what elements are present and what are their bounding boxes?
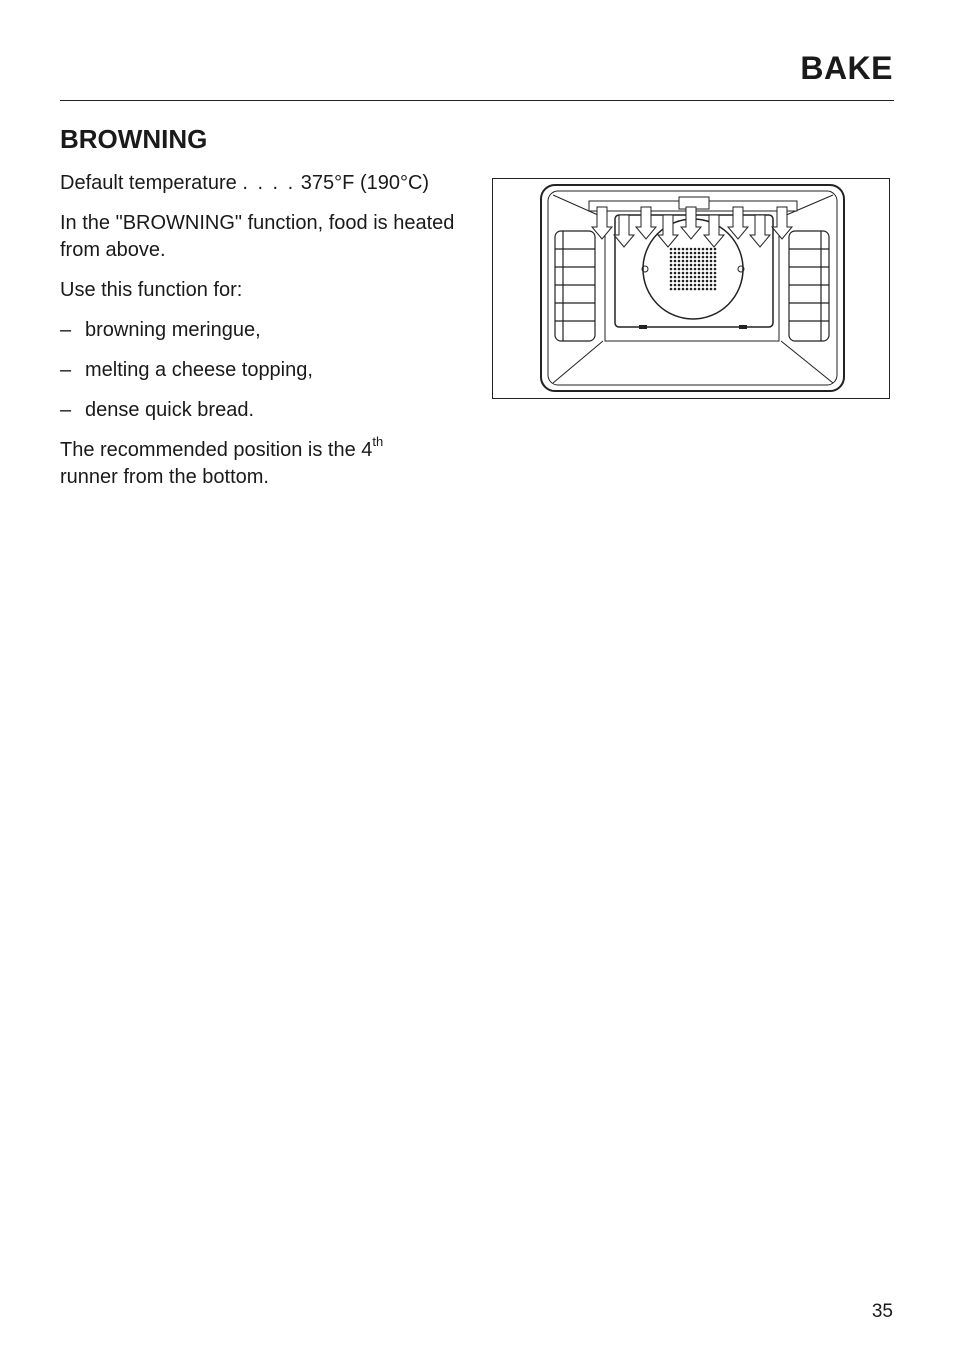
intro-paragraph: In the "BROWNING" function, food is heated from above. (60, 212, 455, 261)
position-text: The recommended position is the 4 (60, 439, 373, 461)
list-dash: – (60, 359, 72, 381)
temperature-label: Default temperature (60, 172, 237, 194)
oven-interior-top-heat-icon (493, 179, 889, 398)
list-item (60, 317, 480, 344)
list-item-text: dense quick bread. (85, 399, 255, 421)
position-text-end: runner from the bottom. (60, 466, 269, 488)
position-paragraph (60, 434, 480, 491)
list-item-text: browning meringue, (85, 319, 261, 341)
page-header-title: BAKE (800, 50, 893, 86)
default-temperature-line (60, 170, 480, 197)
list-dash: – (60, 319, 72, 341)
temperature-value: 375°F (190°C) (300, 172, 430, 194)
list-item-text: melting a cheese topping, (85, 359, 313, 381)
page-number: 35 (871, 1301, 893, 1322)
list-item (60, 397, 480, 424)
use-label: Use this function for: (60, 279, 243, 301)
header-divider (60, 100, 894, 101)
list-item (60, 357, 480, 384)
temperature-leader: . . . . (242, 172, 296, 194)
list-dash: – (60, 399, 72, 421)
oven-illustration (492, 178, 890, 399)
position-superscript: th (372, 434, 384, 450)
section-title: BROWNING (60, 124, 208, 154)
section-body (60, 170, 480, 504)
